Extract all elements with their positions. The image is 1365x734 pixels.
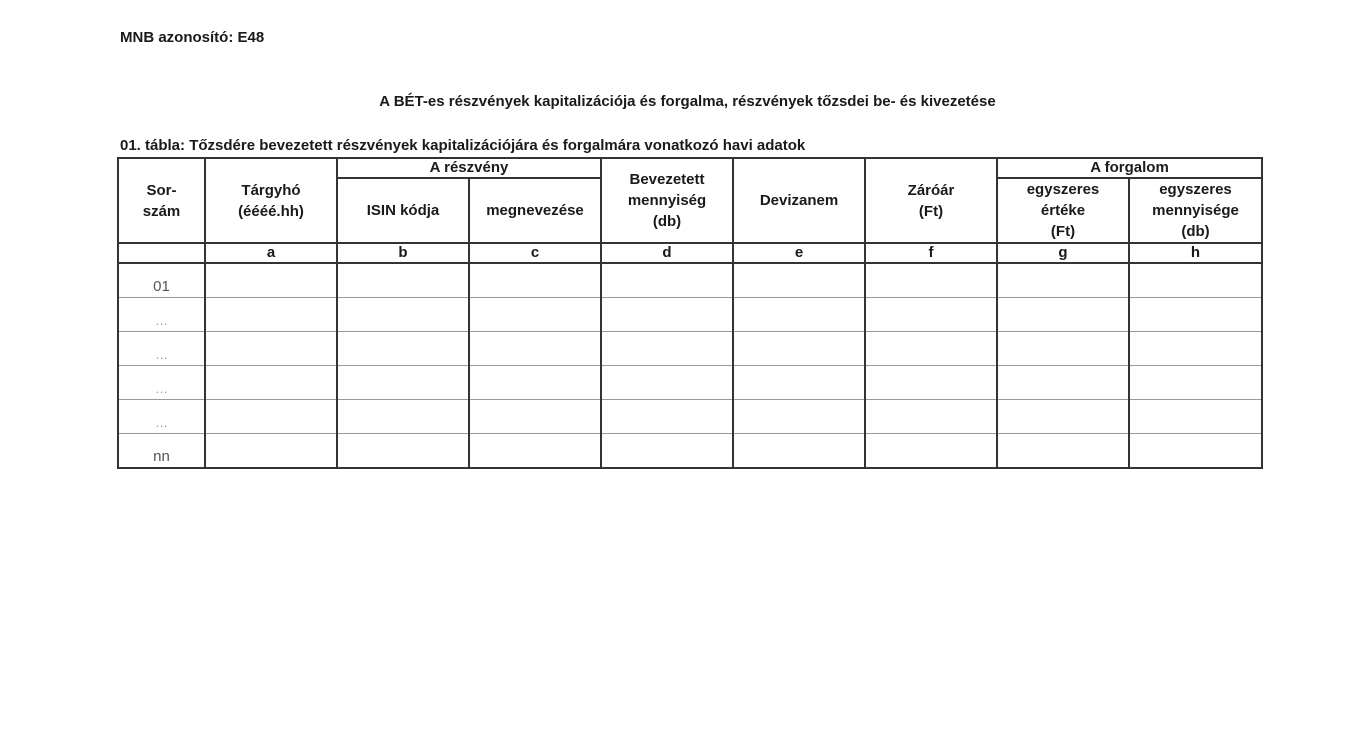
table-cell[interactable] bbox=[865, 434, 997, 469]
table-cell[interactable] bbox=[997, 366, 1129, 400]
table-cell[interactable] bbox=[469, 434, 601, 469]
table-cell[interactable] bbox=[601, 366, 733, 400]
table-cell[interactable] bbox=[337, 366, 469, 400]
table-cell[interactable] bbox=[733, 366, 865, 400]
table-cell[interactable] bbox=[601, 332, 733, 366]
table-cell[interactable] bbox=[733, 400, 865, 434]
table-cell[interactable] bbox=[1129, 298, 1262, 332]
table-cell[interactable] bbox=[733, 298, 865, 332]
table-cell[interactable] bbox=[733, 434, 865, 469]
header-devizanem: Devizanem bbox=[733, 158, 865, 243]
table-cell[interactable] bbox=[865, 263, 997, 298]
letter-f: f bbox=[865, 243, 997, 263]
table-cell[interactable] bbox=[337, 400, 469, 434]
table-row bbox=[118, 332, 1262, 366]
table-cell[interactable] bbox=[997, 332, 1129, 366]
header-group-reszveny: A részvény bbox=[337, 158, 601, 178]
header-group-forgalom: A forgalom bbox=[997, 158, 1262, 178]
table-row bbox=[118, 400, 1262, 434]
table-row bbox=[118, 434, 1262, 469]
header-egyszeres-mennyiseg: egyszeres mennyisége (db) bbox=[1129, 178, 1262, 243]
letter-d: d bbox=[601, 243, 733, 263]
header-egyszeres-ertek: egyszeres értéke (Ft) bbox=[997, 178, 1129, 243]
table-cell[interactable] bbox=[1129, 434, 1262, 469]
header-zaroar: Záróár (Ft) bbox=[865, 158, 997, 243]
table-cell[interactable] bbox=[601, 263, 733, 298]
table-cell[interactable] bbox=[865, 366, 997, 400]
letter-blank bbox=[118, 243, 205, 263]
header-targyho: Tárgyhó (éééé.hh) bbox=[205, 158, 337, 243]
table-cell[interactable] bbox=[205, 366, 337, 400]
table-cell[interactable] bbox=[1129, 332, 1262, 366]
table-cell[interactable] bbox=[1129, 366, 1262, 400]
table-cell[interactable] bbox=[205, 263, 337, 298]
table-cell[interactable] bbox=[997, 400, 1129, 434]
table-cell[interactable] bbox=[205, 434, 337, 469]
table-cell[interactable] bbox=[865, 332, 997, 366]
table-cell[interactable] bbox=[337, 263, 469, 298]
data-table bbox=[117, 157, 1263, 469]
table-cell[interactable] bbox=[601, 400, 733, 434]
table-cell[interactable] bbox=[469, 298, 601, 332]
table-cell[interactable] bbox=[997, 298, 1129, 332]
row-number: … bbox=[118, 298, 205, 332]
mnb-identifier: MNB azonosító: E48 bbox=[120, 29, 265, 46]
table-cell[interactable] bbox=[337, 434, 469, 469]
table-cell[interactable] bbox=[337, 298, 469, 332]
table-row bbox=[118, 366, 1262, 400]
table-cell[interactable] bbox=[733, 263, 865, 298]
header-megnevezes: megnevezése bbox=[469, 178, 601, 243]
letter-c: c bbox=[469, 243, 601, 263]
table-cell[interactable] bbox=[469, 366, 601, 400]
table-row bbox=[118, 263, 1262, 298]
table-cell[interactable] bbox=[733, 332, 865, 366]
letter-b: b bbox=[337, 243, 469, 263]
document-title: A BÉT-es részvények kapitalizációja és forgalma, részvények tőzsdei be- és kivezetése bbox=[379, 93, 996, 110]
table-cell[interactable] bbox=[865, 400, 997, 434]
letter-e: e bbox=[733, 243, 865, 263]
table-cell[interactable] bbox=[997, 434, 1129, 469]
table-cell[interactable] bbox=[601, 298, 733, 332]
header-sorszam: Sor- szám bbox=[118, 158, 205, 243]
header-isin: ISIN kódja bbox=[337, 178, 469, 243]
table-cell[interactable] bbox=[337, 332, 469, 366]
table-cell[interactable] bbox=[601, 434, 733, 469]
letter-g: g bbox=[997, 243, 1129, 263]
table-cell[interactable] bbox=[1129, 263, 1262, 298]
row-number: 01 bbox=[118, 263, 205, 298]
table-cell[interactable] bbox=[469, 400, 601, 434]
row-number: nn bbox=[118, 434, 205, 469]
table-cell[interactable] bbox=[205, 400, 337, 434]
table-cell[interactable] bbox=[205, 332, 337, 366]
table-caption: 01. tábla: Tőzsdére bevezetett részvények kapitalizációjára és forgalmára vonatkozó havi adatok bbox=[120, 137, 806, 154]
table-cell[interactable] bbox=[1129, 400, 1262, 434]
row-number: … bbox=[118, 366, 205, 400]
row-number: … bbox=[118, 332, 205, 366]
table-cell[interactable] bbox=[865, 298, 997, 332]
table-cell[interactable] bbox=[997, 263, 1129, 298]
row-number: … bbox=[118, 400, 205, 434]
table-cell[interactable] bbox=[469, 263, 601, 298]
header-bevezetett: Bevezetett mennyiség (db) bbox=[601, 158, 733, 243]
table-row bbox=[118, 298, 1262, 332]
table-cell[interactable] bbox=[469, 332, 601, 366]
table-cell[interactable] bbox=[205, 298, 337, 332]
letter-h: h bbox=[1129, 243, 1262, 263]
letter-a: a bbox=[205, 243, 337, 263]
